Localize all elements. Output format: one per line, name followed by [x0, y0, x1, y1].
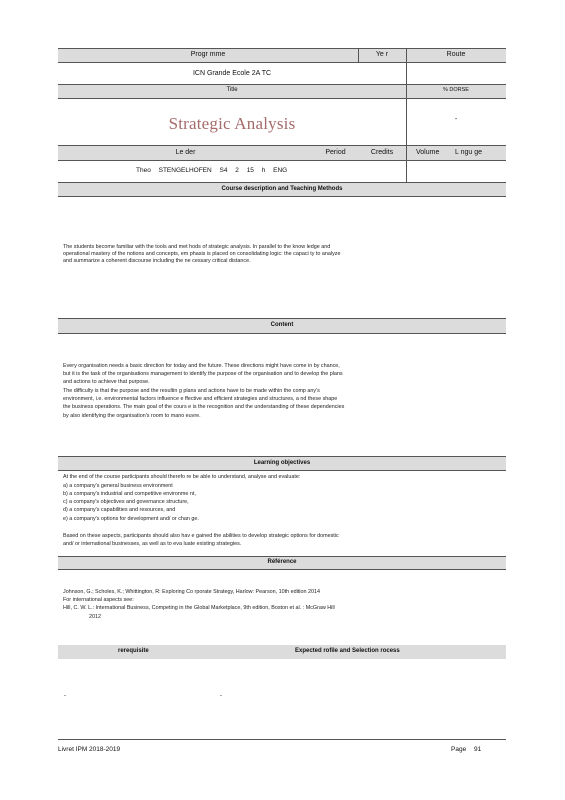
expected-profile-value: - — [220, 693, 222, 699]
programme-value: ICN Grande Ecole 2A TC — [192, 70, 272, 77]
learning-objectives-heading: Learning objectives — [253, 460, 311, 466]
reference-line: Johnson, G.; Scholes, K.; Whittington, R: Exploring Co rporate Strategy, Harlow: Pearson, 10th edition 2014 — [63, 589, 320, 595]
table-border-top — [58, 48, 506, 49]
objective-line: At the end of the course participants should therefo re be able to understand, analyse and evaluate: — [63, 474, 301, 480]
title-label: Title — [226, 87, 238, 93]
prerequisite-value: - — [64, 693, 66, 699]
table-divider — [58, 84, 506, 85]
reference-line: 2012 — [89, 614, 101, 620]
description-line: and summarize a coherent discourse including the ne cessary critical distance. — [63, 258, 251, 264]
volume-label: Volume — [416, 149, 440, 156]
leader-row-values: Theo STENGELHOFEN S4 2 15 h ENG — [136, 167, 288, 174]
table-divider — [58, 160, 506, 161]
footer-rule — [58, 739, 506, 740]
section-divider — [58, 333, 506, 334]
course-title: Strategic Analysis — [168, 114, 296, 133]
table-divider — [58, 98, 506, 99]
reference-heading: Référence — [267, 559, 297, 565]
route-value: % DORSE — [443, 87, 469, 93]
table-divider — [58, 145, 506, 146]
table-divider — [58, 62, 506, 63]
route-label: Route — [446, 51, 466, 58]
expected-profile-heading: Expected rofile and Selection rocess — [295, 648, 400, 654]
language-label: L ngu ge — [455, 149, 482, 156]
table-divider — [406, 48, 407, 182]
programme-label: Progr mme — [190, 51, 226, 58]
leader-label: Le der — [175, 149, 196, 156]
reference-line: Hill, C. W. L.: International Business, Competing in the Global Marketplace, 9th edition, Boston et al. : McGraw Hill — [63, 605, 335, 611]
footer-title: Livret IPM 2018-2019 — [58, 746, 121, 753]
reference-line: For international aspects see: — [63, 597, 134, 603]
prerequisite-heading: rerequisite — [118, 648, 149, 654]
section-divider — [58, 196, 506, 197]
objective-line: and/ or international businesses, as well as to eva luate existing strategies. — [63, 541, 242, 547]
table-divider — [358, 48, 359, 62]
objective-line: e) a company's options for development and/ or chan ge. — [63, 516, 199, 522]
objective-line: d) a company's capabilities and resources, and — [63, 507, 176, 513]
objective-line: c) a company's objectives and governance structure, — [63, 499, 189, 505]
description-line: operational mastery of the notions and concepts, em phasis is placed on consolidating logic: the capaci ty to analyze — [63, 251, 341, 257]
section-divider — [58, 569, 506, 570]
objective-line: a) a company's general business environment — [63, 483, 173, 489]
period-label: Period — [325, 149, 346, 156]
content-line: The difficulty is that the purpose and the resultin g plans and actions have to be made within the comp any's — [63, 388, 320, 394]
content-line: environment, i.e. environmental factors influence e ffective and efficient strategies and structures, a nd these shape — [63, 396, 338, 402]
content-line: Every organisation needs a basic direction for today and the future. These directions might have come in by chance, — [63, 363, 340, 369]
content-line: but it is the task of the organisations management to identify the purpose of the organisation and to develop the plans — [63, 371, 343, 377]
section-divider — [58, 470, 506, 471]
objective-line: b) a company's industrial and competitive environme nt, — [63, 491, 196, 497]
content-heading: Content — [270, 322, 294, 328]
route-dash: - — [454, 116, 458, 123]
content-line: the business operations. The main goal of the cours e is the recognition and the understanding of these dependencies — [63, 404, 345, 410]
course-description-heading: Course description and Teaching Methods — [221, 186, 343, 192]
content-line: and actions to achieve that purpose. — [63, 379, 150, 385]
page-number: Page 91 — [451, 746, 482, 753]
content-line: by also identifying the organisation's room to mano euvre. — [63, 413, 201, 419]
description-line: The students become familiar with the tools and met hods of strategic analysis. In parallel to the know ledge and — [63, 244, 331, 250]
year-label: Ye r — [375, 51, 389, 58]
credits-label: Credits — [370, 149, 394, 156]
objective-line: Based on these aspects, participants should also hav e gained the abilities to develop strategic options for domestic — [63, 533, 339, 539]
